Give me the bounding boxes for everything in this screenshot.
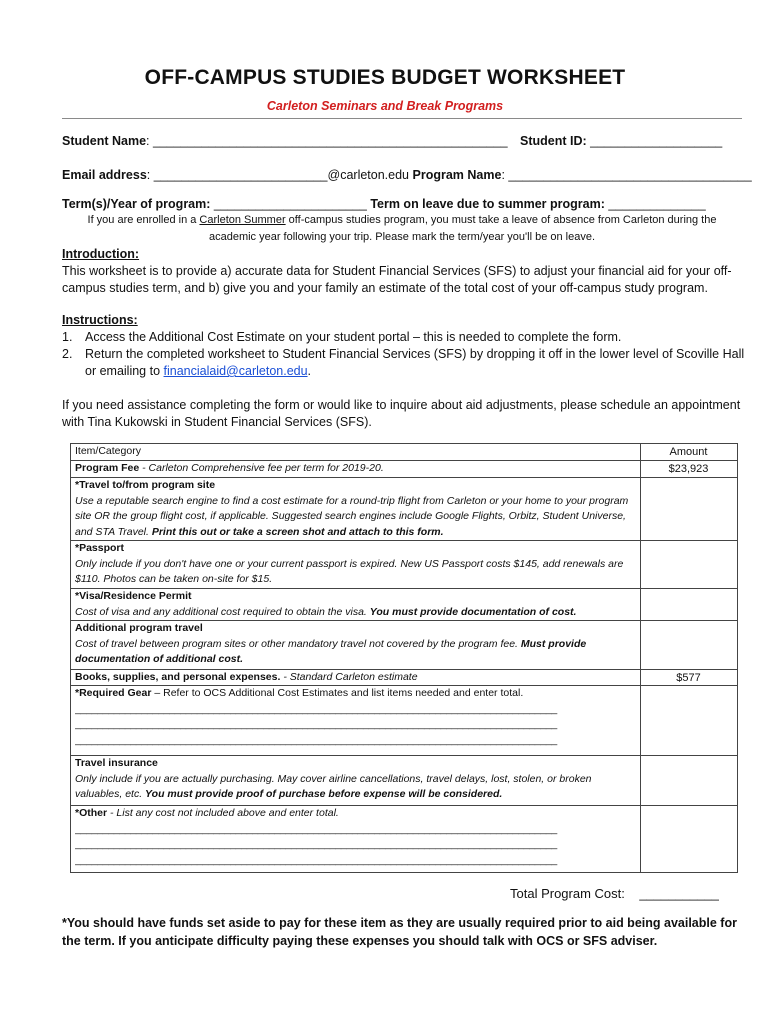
program-name-field[interactable]: : ___________________________________ bbox=[501, 168, 752, 182]
step-number: 2. bbox=[62, 347, 73, 361]
instructions-section bbox=[62, 312, 752, 380]
travel-insurance-label: Travel insurance bbox=[75, 757, 158, 769]
term-line bbox=[62, 197, 706, 211]
program-fee-label: Program Fee bbox=[75, 462, 140, 474]
table-row-required-gear bbox=[71, 686, 641, 756]
leave-note-line2: academic year following your trip. Please mark the term/year you'll be on leave. bbox=[208, 231, 596, 243]
passport-label: *Passport bbox=[75, 542, 125, 554]
books-label: Books, supplies, and personal expenses. bbox=[75, 671, 281, 683]
table-row-visa bbox=[71, 589, 641, 621]
page-subtitle: Carleton Seminars and Break Programs bbox=[266, 99, 504, 113]
leave-note-line1 bbox=[62, 214, 742, 226]
leave-note-text-2: off-campus studies program, you must take a leave of absence from Carleton during the bbox=[285, 214, 717, 226]
item-column-header: Item/Category bbox=[75, 445, 141, 457]
program-name-label: Program Name bbox=[412, 168, 502, 182]
introduction-section bbox=[62, 246, 752, 297]
financialaid-email-link[interactable]: financialaid@carleton.edu bbox=[163, 364, 308, 378]
table-row-other bbox=[71, 806, 641, 872]
total-label: Total Program Cost: bbox=[510, 886, 625, 901]
table-row-books bbox=[71, 670, 641, 686]
leave-field[interactable]: ______________ bbox=[608, 197, 706, 211]
travel-desc: Use a reputable search engine to find a cost estimate for a round-trip flight from Carleton or your home to your program site OR the group flight cost, if applicable. Suggested search engines include Google Flights, Orbitz, Student Universe, and STA Travel. bbox=[75, 494, 629, 538]
gear-entry-line[interactable]: _______________________________________________________________________________________ bbox=[75, 702, 557, 715]
student-id-field[interactable]: ___________________ bbox=[590, 134, 723, 148]
leave-note-text: If you are enrolled in a bbox=[87, 214, 200, 226]
travel-note: Print this out or take a screen shot and attach to this form. bbox=[151, 525, 444, 538]
step-number: 1. bbox=[62, 330, 73, 344]
step-text: Return the completed worksheet to Student Financial Services (SFS) by dropping it off in the lower level of Scoville Hall or emailing to bbox=[85, 347, 745, 378]
email-line bbox=[62, 168, 752, 182]
term-label: Term(s)/Year of program: bbox=[62, 197, 214, 211]
other-amount-cell[interactable] bbox=[640, 806, 737, 872]
travel-label: *Travel to/from program site bbox=[75, 479, 216, 491]
other-entry-line[interactable]: _______________________________________________________________________________________ bbox=[75, 853, 557, 866]
introduction-text: This worksheet is to provide a) accurate data for Student Financial Services (SFS) to adjust your financial aid for your off-campus studies term, and b) give you and your family an estimate of the total cost of your off-campus study program. bbox=[62, 264, 732, 295]
gear-entry-line[interactable]: _______________________________________________________________________________________ bbox=[75, 718, 557, 730]
table-row-travel bbox=[71, 478, 641, 541]
term-field[interactable]: ______________________ bbox=[213, 197, 367, 211]
additional-travel-amount-cell[interactable] bbox=[640, 621, 737, 670]
total-line bbox=[510, 886, 719, 901]
required-gear-desc: – Refer to OCS Additional Cost Estimates and list items needed and enter total. bbox=[151, 687, 524, 699]
email-field[interactable]: : _________________________ bbox=[146, 168, 328, 182]
required-gear-amount-cell[interactable] bbox=[640, 686, 737, 756]
books-desc: - Standard Carleton estimate bbox=[280, 671, 418, 683]
email-domain: @carleton.edu bbox=[327, 168, 410, 182]
program-fee-amount: $23,923 bbox=[640, 461, 737, 478]
other-desc: - List any cost not included above and enter total. bbox=[107, 807, 339, 819]
assistance-text: If you need assistance completing the form or would like to inquire about aid adjustments, please schedule an appointment with Tina Kukowski in Student Financial Services (SFS). bbox=[62, 398, 741, 429]
instruction-step bbox=[62, 346, 752, 380]
table-header-item bbox=[71, 444, 641, 461]
passport-amount-cell[interactable] bbox=[640, 541, 737, 589]
additional-travel-desc: Cost of travel between program sites or other mandatory travel not covered by the program fee. bbox=[75, 637, 521, 650]
additional-travel-label: Additional program travel bbox=[75, 622, 203, 634]
page-title: OFF-CAMPUS STUDIES BUDGET WORKSHEET bbox=[144, 66, 626, 89]
gear-entry-line[interactable]: _______________________________________________________________________________________ bbox=[75, 733, 557, 746]
other-entry-line[interactable]: _______________________________________________________________________________________ bbox=[75, 822, 557, 835]
footnote: *You should have funds set aside to pay for these item as they are usually required prior to aid being available for the term. If you anticipate difficulty paying these expenses you should talk with OCS or SFS adviser. bbox=[62, 916, 737, 948]
student-name-field[interactable]: : ___________________________________________________ bbox=[146, 134, 508, 148]
instructions-heading: Instructions: bbox=[62, 313, 138, 327]
required-gear-label: *Required Gear bbox=[75, 687, 152, 699]
instruction-step bbox=[62, 329, 752, 346]
introduction-heading: Introduction: bbox=[62, 247, 140, 261]
books-amount: $577 bbox=[640, 670, 737, 686]
visa-amount-cell[interactable] bbox=[640, 589, 737, 621]
table-row-program-fee bbox=[71, 461, 641, 478]
travel-insurance-desc: Only include if you are actually purchasing. May cover airline cancellations, travel delays, lost, stolen, or broken valuables, etc. bbox=[75, 772, 592, 800]
email-label: Email address bbox=[62, 168, 147, 182]
student-id-label: Student ID: bbox=[520, 134, 591, 148]
amount-column-header: Amount bbox=[640, 444, 737, 461]
title-divider bbox=[62, 118, 742, 119]
visa-label: *Visa/Residence Permit bbox=[75, 590, 192, 602]
table-row-passport bbox=[71, 541, 641, 589]
additional-travel-note: Must provide documentation of additional cost. bbox=[75, 637, 587, 665]
travel-insurance-note: You must provide proof of purchase before expense will be considered. bbox=[145, 788, 503, 800]
student-name-label: Student Name bbox=[62, 134, 147, 148]
table-row-additional-travel bbox=[71, 621, 641, 670]
step-text: Access the Additional Cost Estimate on your student portal – this is needed to complete the form. bbox=[85, 330, 622, 344]
instructions-list bbox=[62, 329, 752, 380]
carleton-summer-link[interactable]: Carleton Summer bbox=[199, 214, 286, 226]
program-fee-desc: - Carleton Comprehensive fee per term for 2019-20. bbox=[139, 462, 384, 474]
step-text-end: . bbox=[307, 364, 312, 378]
total-field[interactable]: ___________ bbox=[639, 886, 719, 901]
other-entry-line[interactable]: _______________________________________________________________________________________ bbox=[75, 838, 557, 850]
travel-insurance-amount-cell[interactable] bbox=[640, 756, 737, 806]
visa-desc: Cost of visa and any additional cost required to obtain the visa. bbox=[75, 605, 370, 618]
visa-note: You must provide documentation of cost. bbox=[369, 605, 577, 618]
student-id-line bbox=[520, 134, 722, 148]
table-row-travel-insurance bbox=[71, 756, 641, 806]
other-label: *Other bbox=[75, 807, 108, 819]
student-name-line bbox=[62, 134, 508, 148]
leave-label: Term on leave due to summer program: bbox=[366, 197, 609, 211]
budget-table bbox=[70, 443, 738, 873]
passport-desc: Only include if you don't have one or your current passport is expired. New US Passport costs $145, add renewals are $110. Photos can be taken on-site for $15. bbox=[75, 557, 624, 585]
travel-amount-cell[interactable] bbox=[640, 478, 737, 541]
